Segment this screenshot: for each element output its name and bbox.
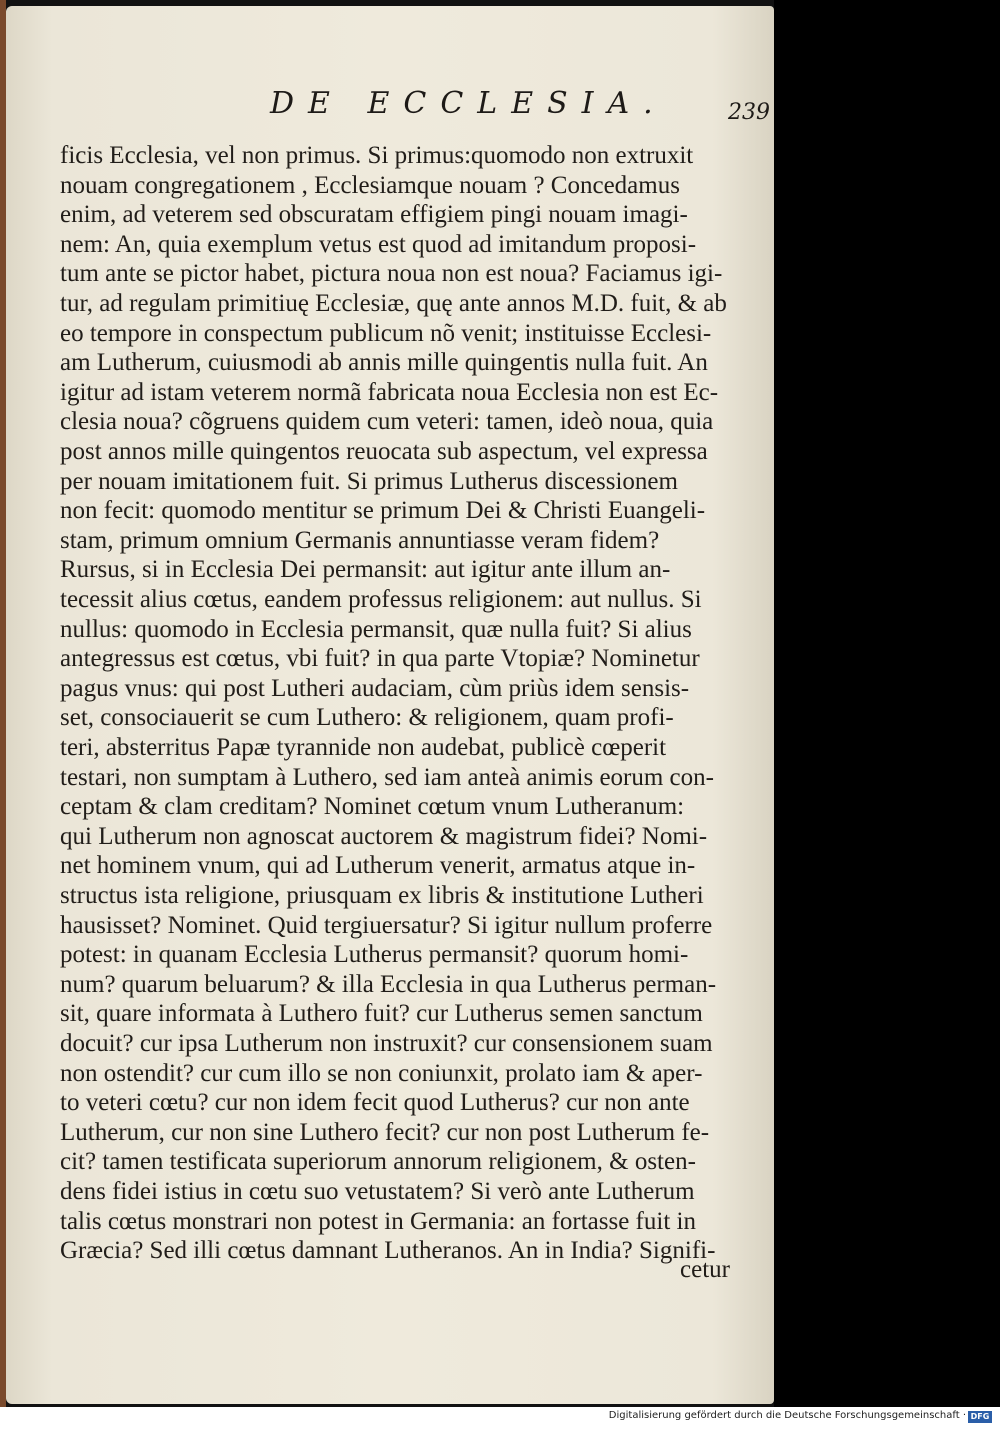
text-line: am Lutherum, cuiusmodi ab annis mille quingentis nulla fuit. An bbox=[60, 349, 708, 377]
text-line: talis cœtus monstrari non potest in Germania: an fortasse fuit in bbox=[60, 1207, 696, 1235]
scan-margin bbox=[774, 0, 1000, 1407]
text-line: potest: in quanam Ecclesia Lutherus permansit? quorum homi- bbox=[60, 941, 689, 969]
dfg-logo: DFG bbox=[968, 1411, 992, 1423]
page-number: 239 bbox=[728, 100, 770, 125]
text-line: ceptam & clam creditam? Nominet cœtum vnum Lutheranum: bbox=[60, 793, 685, 821]
running-title: DE ECCLESIA. bbox=[270, 86, 667, 121]
text-line: tur, ad regulam primitiuę Ecclesiæ, quę ante annos M.D. fuit, & ab bbox=[60, 290, 727, 317]
text-line: eo tempore in conspectum publicum nõ venit; instituisse Ecclesi- bbox=[60, 319, 712, 347]
text-line: non fecit: quomodo mentitur se primum Dei & Christi Euangeli- bbox=[60, 497, 706, 525]
text-line: ficis Ecclesia, vel non primus. Si primus:quomodo non extruxit bbox=[60, 142, 694, 169]
text-line: docuit? cur ipsa Lutherum non instruxit? cur consensionem suam bbox=[60, 1030, 713, 1057]
text-line: dens fidei istius in cœtu suo vetustatem? Si verò ante Lutherum bbox=[60, 1178, 695, 1205]
text-line: nouam congregationem , Ecclesiamque nouam ? Concedamus bbox=[60, 171, 680, 199]
text-line: Lutherum, cur non sine Luthero fecit? cur non post Lutherum fe- bbox=[60, 1118, 710, 1146]
text-line: testari, non sumptam à Luthero, sed iam anteà animis eorum con- bbox=[60, 763, 714, 791]
text-line: teri, absterritus Papæ tyrannide non audebat, publicè cœperit bbox=[60, 734, 667, 761]
text-line: enim, ad veterem sed obscuratam effigiem pingi nouam imagi- bbox=[60, 201, 688, 229]
catchword: cetur bbox=[680, 1256, 730, 1283]
text-line: Rursus, si in Ecclesia Dei permansit: aut igitur ante illum an- bbox=[60, 556, 671, 584]
digitization-credit: Digitalisierung gefördert durch die Deutsche Forschungsgemeinschaft · bbox=[608, 1410, 966, 1421]
text-line: clesia noua? cõgruens quidem cum veteri: tamen, ideò noua, quia bbox=[60, 408, 714, 436]
text-line: igitur ad istam veterem normã fabricata noua Ecclesia non est Ec- bbox=[60, 378, 719, 406]
text-line: num? quarum beluarum? & illa Ecclesia in qua Lutherus perman- bbox=[60, 970, 717, 998]
text-line: sit, quare informata à Luthero fuit? cur Lutherus semen sanctum bbox=[60, 1000, 703, 1028]
text-line: Græcia? Sed illi cœtus damnant Lutheranos. An in India? Signifi- bbox=[60, 1237, 716, 1265]
text-line: tecessit alius cœtus, eandem professus religionem: aut nullus. Si bbox=[60, 586, 702, 613]
text-line: nem: An, quia exemplum vetus est quod ad imitandum proposi- bbox=[60, 230, 697, 258]
text-line: pagus vnus: qui post Lutheri audaciam, cùm priùs idem sensis- bbox=[60, 674, 690, 702]
text-line: qui Lutherum non agnoscat auctorem & magistrum fidei? Nomi- bbox=[60, 822, 708, 850]
text-line: structus ista religione, priusquam ex libris & institutione Lutheri bbox=[60, 882, 704, 909]
text-line: per nouam imitationem fuit. Si primus Lutherus discessionem bbox=[60, 467, 678, 495]
text-line: tum ante se pictor habet, pictura noua non est noua? Faciamus igi- bbox=[60, 260, 723, 288]
text-line: hausisset? Nominet. Quid tergiuersatur? Si igitur nullum proferre bbox=[60, 911, 713, 939]
text-line: to veteri cœtu? cur non idem fecit quod Lutherus? cur non ante bbox=[60, 1089, 690, 1117]
text-line: non ostendit? cur cum illo se non coniunxit, prolato iam & aper- bbox=[60, 1059, 703, 1087]
text-line: antegressus est cœtus, vbi fuit? in qua parte Vtopiæ? Nominetur bbox=[60, 645, 700, 673]
text-line: stam, primum omnium Germanis annuntiasse veram fidem? bbox=[60, 526, 660, 554]
text-line: net hominem vnum, qui ad Lutherum venerit, armatus atque in- bbox=[60, 852, 696, 880]
text-line: nullus: quomodo in Ecclesia permansit, quæ nulla fuit? Si alius bbox=[60, 615, 692, 643]
text-line: cit? tamen testificata superiorum annorum religionem, & osten- bbox=[60, 1148, 696, 1176]
text-line: post annos mille quingentos reuocata sub aspectum, vel expressa bbox=[60, 438, 708, 465]
text-line: set, consociauerit se cum Luthero: & religionem, quam profi- bbox=[60, 704, 674, 732]
